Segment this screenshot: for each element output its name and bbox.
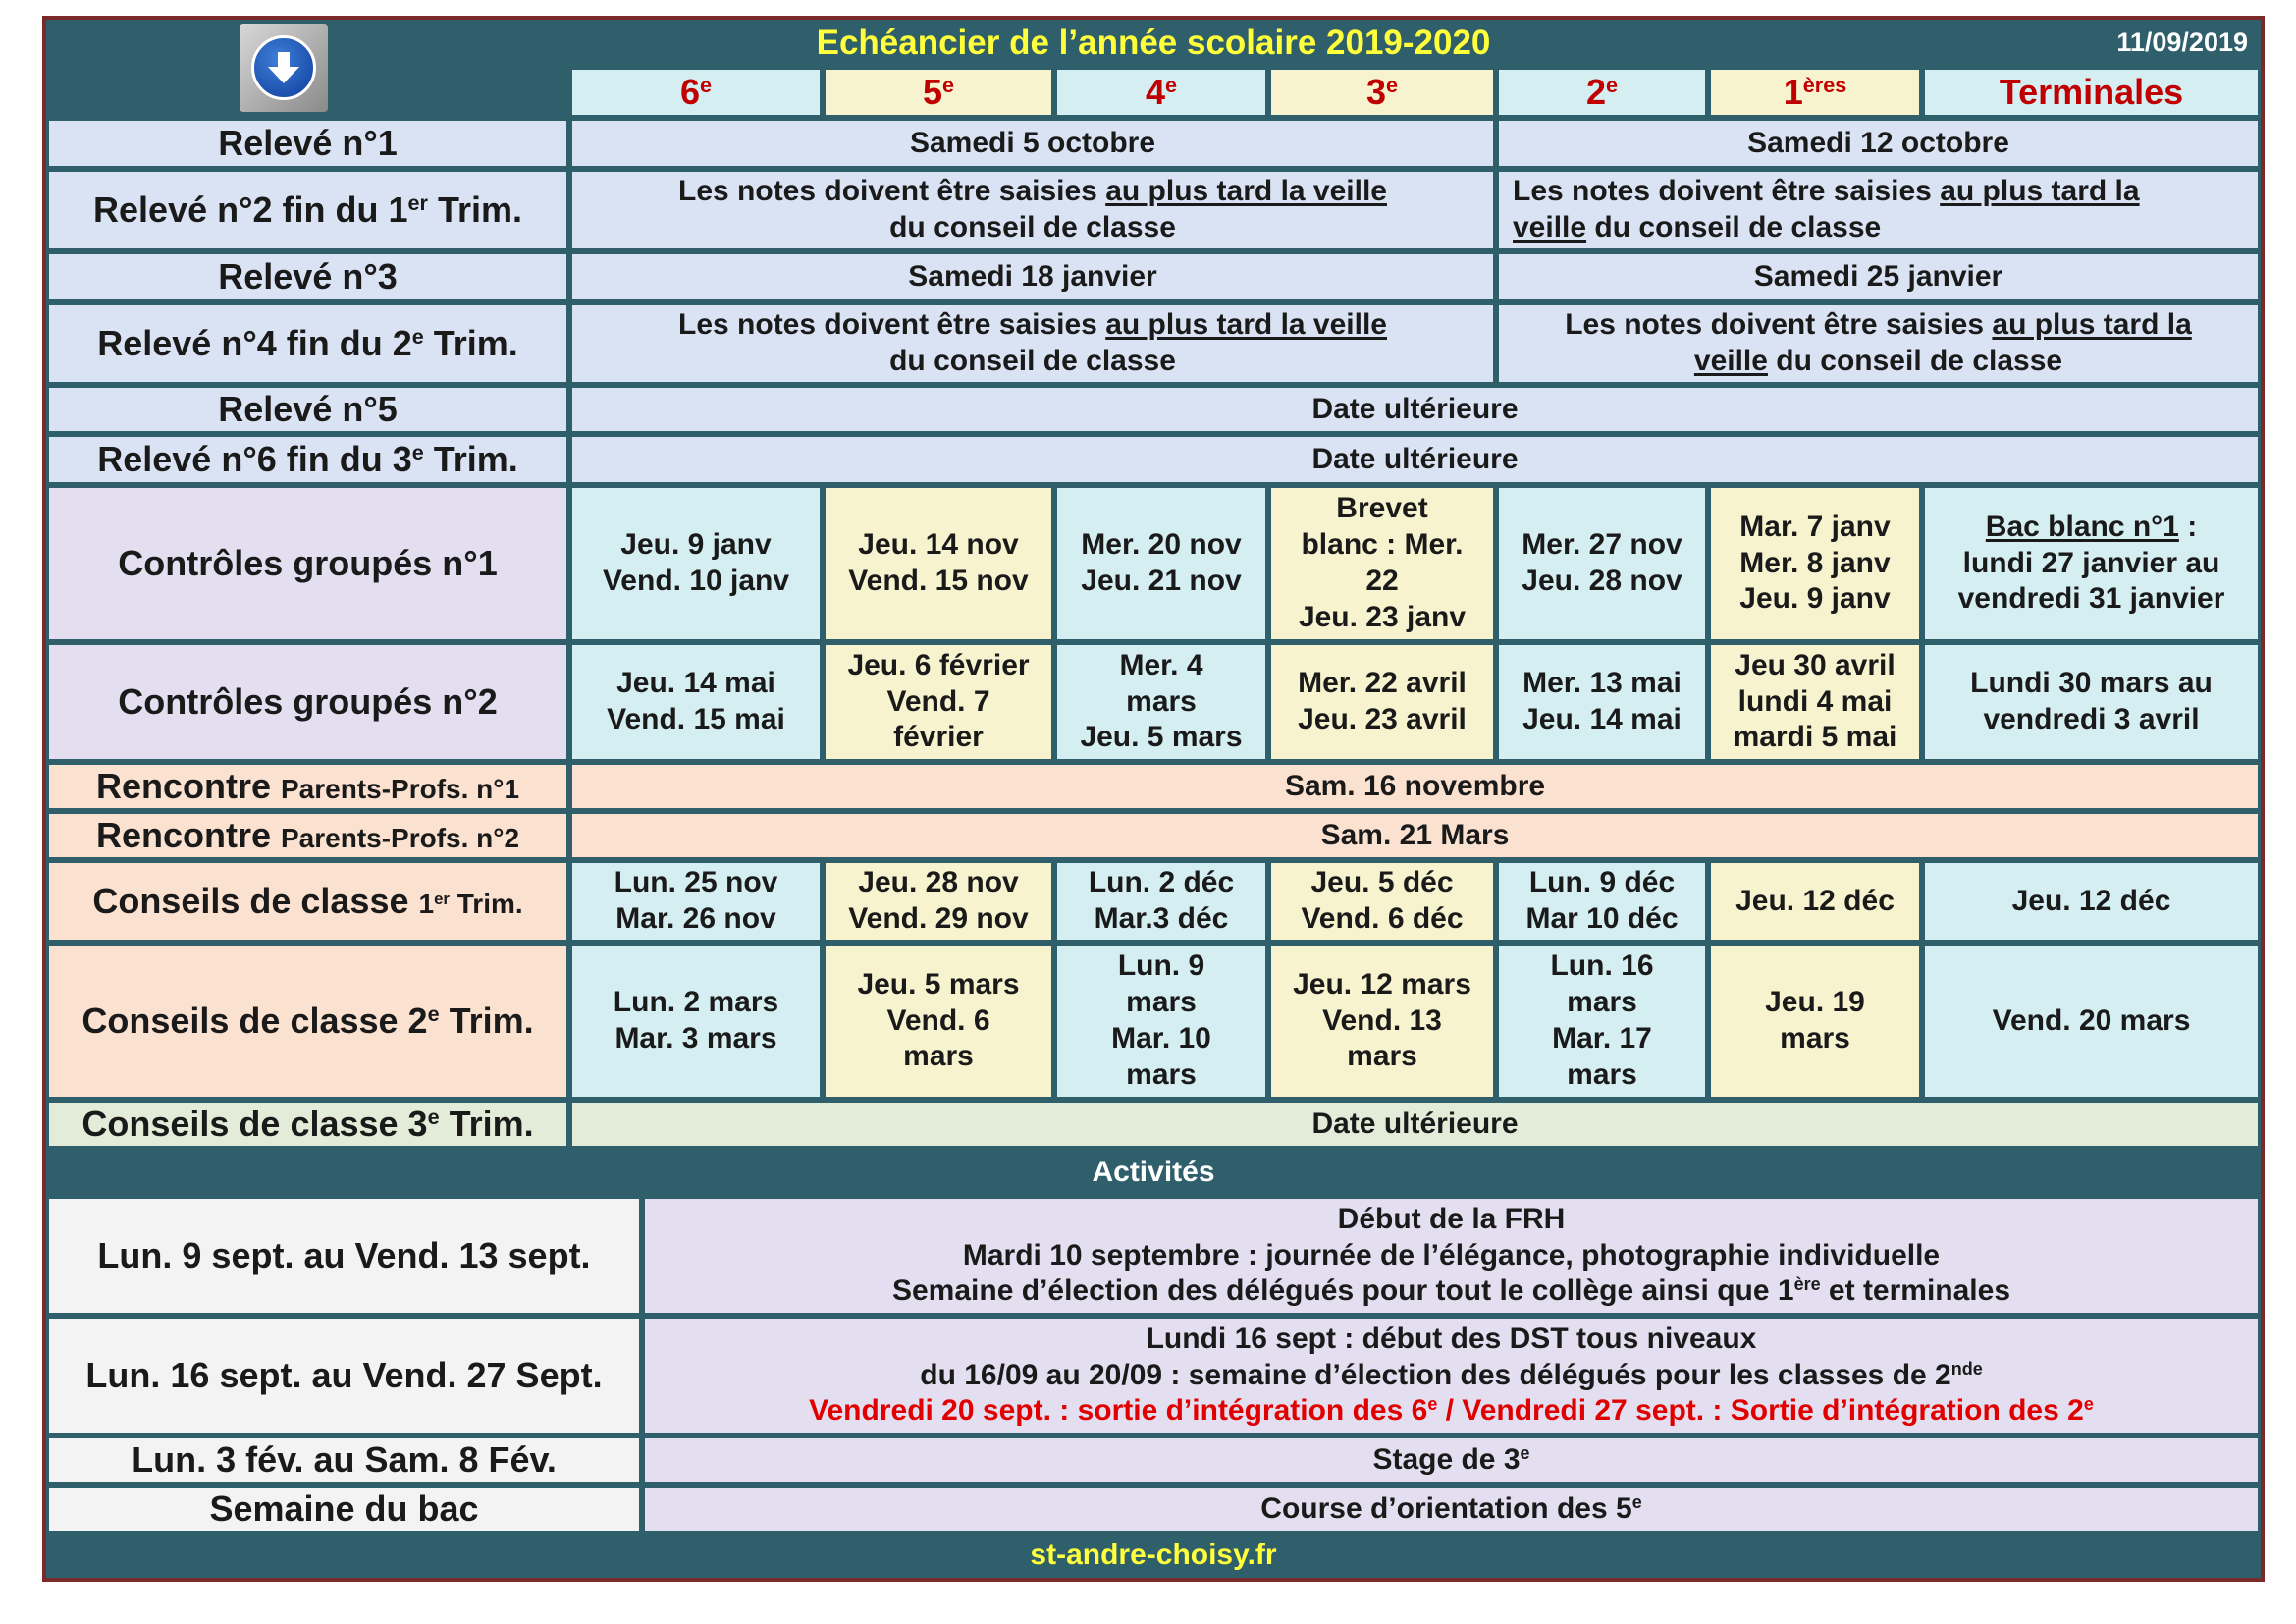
- controles2-4e: Mer. 4 mars Jeu. 5 mars: [1054, 642, 1268, 762]
- releve2-college: Les notes doivent être saisies au plus tard la veille du conseil de classe: [569, 169, 1496, 251]
- releve4-lycee: Les notes doivent être saisies au plus tard la veille du conseil de classe: [1496, 302, 2261, 385]
- releve6-value: Date ultérieure: [569, 434, 2261, 485]
- rencontre1-label: Rencontre Parents-Profs. n°1: [46, 762, 569, 811]
- controles1-3e: Brevet blanc : Mer. 22 Jeu. 23 janv: [1268, 485, 1496, 642]
- conseil2-2e: Lun. 16 mars Mar. 17 mars: [1496, 943, 1708, 1100]
- conseil2-3e: Jeu. 12 mars Vend. 13 mars: [1268, 943, 1496, 1100]
- download-button[interactable]: [240, 24, 328, 112]
- conseil1-label: Conseils de classe 1er Trim.: [46, 860, 569, 943]
- rencontre2-label: Rencontre Parents-Profs. n°2: [46, 811, 569, 860]
- controles1-1eres: Mar. 7 janv Mer. 8 janv Jeu. 9 janv: [1708, 485, 1922, 642]
- conseil1-2e: Lun. 9 déc Mar 10 déc: [1496, 860, 1708, 943]
- conseil1-1eres: Jeu. 12 déc: [1708, 860, 1922, 943]
- releve4-college: Les notes doivent être saisies au plus tard la veille du conseil de classe: [569, 302, 1496, 385]
- conseil2-terminales: Vend. 20 mars: [1922, 943, 2261, 1100]
- controles2-2e: Mer. 13 mai Jeu. 14 mai: [1496, 642, 1708, 762]
- conseil1-terminales: Jeu. 12 déc: [1922, 860, 2261, 943]
- releve2-label: Relevé n°2 fin du 1er Trim.: [46, 169, 569, 251]
- rencontre1-value: Sam. 16 novembre: [569, 762, 2261, 811]
- level-2e: 2e: [1496, 67, 1708, 118]
- activity2-period: Lun. 16 sept. au Vend. 27 Sept.: [46, 1316, 642, 1435]
- level-terminales: Terminales: [1922, 67, 2261, 118]
- conseil1-4e: Lun. 2 déc Mar.3 déc: [1054, 860, 1268, 943]
- releve1-label: Relevé n°1: [46, 118, 569, 169]
- site-link[interactable]: st-andre-choisy.fr: [1030, 1539, 1277, 1572]
- document-date: 11/09/2019: [2116, 27, 2248, 57]
- controles1-2e: Mer. 27 nov Jeu. 28 nov: [1496, 485, 1708, 642]
- activity4-details: Course d’orientation des 5e: [642, 1485, 2261, 1534]
- page-title: Echéancier de l’année scolaire 2019-2020: [816, 24, 1491, 63]
- conseil2-4e: Lun. 9 mars Mar. 10 mars: [1054, 943, 1268, 1100]
- controles1-label: Contrôles groupés n°1: [46, 485, 569, 642]
- conseil3-label: Conseils de classe 3e Trim.: [46, 1100, 569, 1149]
- controles2-terminales: Lundi 30 mars au vendredi 3 avril: [1922, 642, 2261, 762]
- activity2-details: Lundi 16 sept : début des DST tous niveaux du 16/09 au 20/09 : semaine d’élection des délégués pour les classes de 2nde Vendredi 20 sept. : sortie d’intégration des 6e / Vendredi 27 sept. : Sortie d’intégration des 2e: [642, 1316, 2261, 1435]
- conseil2-6e: Lun. 2 mars Mar. 3 mars: [569, 943, 823, 1100]
- level-5e: 5e: [823, 67, 1054, 118]
- controles1-6e: Jeu. 9 janv Vend. 10 janv: [569, 485, 823, 642]
- releve3-lycee: Samedi 25 janvier: [1496, 251, 2261, 302]
- title-bar: [46, 20, 2261, 67]
- releve4-label: Relevé n°4 fin du 2e Trim.: [46, 302, 569, 385]
- activity3-details: Stage de 3e: [642, 1435, 2261, 1485]
- download-arrow-icon: [251, 35, 316, 100]
- controles1-terminales: Bac blanc n°1 : lundi 27 janvier au vendredi 31 janvier: [1922, 485, 2261, 642]
- controles2-label: Contrôles groupés n°2: [46, 642, 569, 762]
- level-1eres: 1ères: [1708, 67, 1922, 118]
- releve3-label: Relevé n°3: [46, 251, 569, 302]
- controles2-1eres: Jeu 30 avril lundi 4 mai mardi 5 mai: [1708, 642, 1922, 762]
- level-4e: 4e: [1054, 67, 1268, 118]
- conseil1-5e: Jeu. 28 nov Vend. 29 nov: [823, 860, 1054, 943]
- controles2-5e: Jeu. 6 février Vend. 7 février: [823, 642, 1054, 762]
- controles2-3e: Mer. 22 avril Jeu. 23 avril: [1268, 642, 1496, 762]
- level-6e: 6e: [569, 67, 823, 118]
- conseil2-5e: Jeu. 5 mars Vend. 6 mars: [823, 943, 1054, 1100]
- controles1-4e: Mer. 20 nov Jeu. 21 nov: [1054, 485, 1268, 642]
- conseil1-3e: Jeu. 5 déc Vend. 6 déc: [1268, 860, 1496, 943]
- conseil3-value: Date ultérieure: [569, 1100, 2261, 1149]
- conseil2-1eres: Jeu. 19 mars: [1708, 943, 1922, 1100]
- activity1-details: Début de la FRH Mardi 10 septembre : journée de l’élégance, photographie individuelle Semaine d’élection des délégués pour tout le collège ainsi que 1ère et terminales: [642, 1196, 2261, 1316]
- controles2-6e: Jeu. 14 mai Vend. 15 mai: [569, 642, 823, 762]
- activites-heading: Activités: [46, 1149, 2261, 1196]
- releve2-lycee: Les notes doivent être saisies au plus tard la veille du conseil de classe: [1496, 169, 2261, 251]
- rencontre2-value: Sam. 21 Mars: [569, 811, 2261, 860]
- releve5-label: Relevé n°5: [46, 385, 569, 434]
- footer-bar: [46, 1534, 2261, 1578]
- controles1-5e: Jeu. 14 nov Vend. 15 nov: [823, 485, 1054, 642]
- activity4-period: Semaine du bac: [46, 1485, 642, 1534]
- activity1-period: Lun. 9 sept. au Vend. 13 sept.: [46, 1196, 642, 1316]
- conseil2-label: Conseils de classe 2e Trim.: [46, 943, 569, 1100]
- releve3-college: Samedi 18 janvier: [569, 251, 1496, 302]
- releve1-lycee: Samedi 12 octobre: [1496, 118, 2261, 169]
- level-3e: 3e: [1268, 67, 1496, 118]
- conseil1-6e: Lun. 25 nov Mar. 26 nov: [569, 860, 823, 943]
- activity3-period: Lun. 3 fév. au Sam. 8 Fév.: [46, 1435, 642, 1485]
- releve5-value: Date ultérieure: [569, 385, 2261, 434]
- releve1-college: Samedi 5 octobre: [569, 118, 1496, 169]
- releve6-label: Relevé n°6 fin du 3e Trim.: [46, 434, 569, 485]
